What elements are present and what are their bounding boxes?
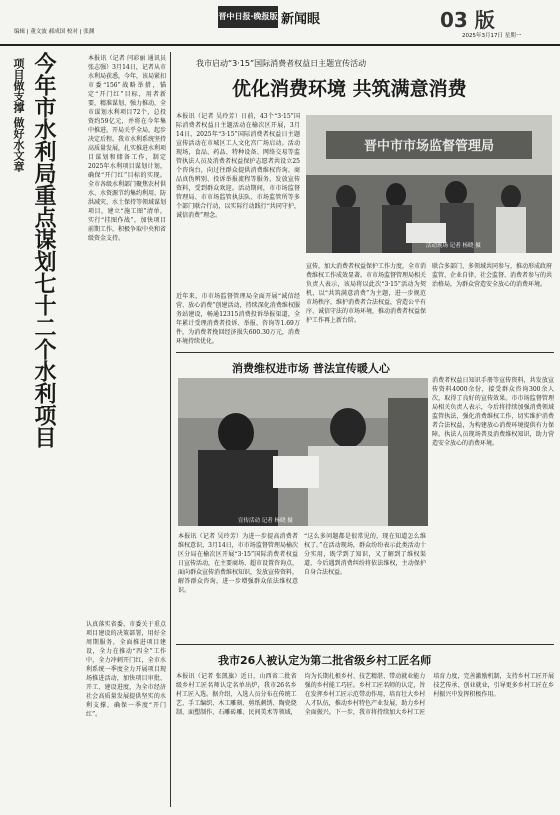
column-divider	[170, 52, 171, 807]
main-article-title: 优化消费环境 共筑满意消费	[232, 78, 467, 100]
issue-date: 2025年3月17日 星期一	[462, 33, 522, 39]
masthead-logo: 晋中日报·晚报版	[218, 6, 278, 28]
second-article-body-3: 消费者权益日知识手册等宣传资料，共发放宣传资料4000余份，接受群众咨询300余人次，取得了良好的宣传效果。市市场监督管理局相关负责人表示，今后将持续加强消费领域监管执法，强化消费维权工作，切实维护消费者合法权益，为构建放心消费环境提供有力保障。执法人员现场普及消费维权知识，助力营造安全放心的消费环境。	[432, 377, 554, 447]
consumer-rights-photo	[178, 378, 428, 526]
photo-banner-text: 晋中市市场监督管理局	[363, 139, 495, 154]
section-title: 新闻眼	[281, 12, 321, 27]
main-article-body-4: 联合多部门、多领域共同参与，推动形成政府监管、企业自律、社会监督、消费者参与的共治格局，为群众营造安全放心的消费环境。	[432, 263, 552, 288]
second-article-title: 消费维权进市场 普法宣传暖人心	[232, 362, 390, 375]
second-photo-caption: 宣传活动 记者 杨晓 摄	[238, 518, 293, 524]
section-divider-2	[176, 644, 554, 645]
main-article-kicker: 我市启动“3·15”国际消费者权益日主题宣传活动	[196, 59, 367, 68]
side-title: 项目做支撑 做好水文章	[12, 58, 25, 172]
main-article-body-3: 宣传，加大消费者权益保护工作力度，全市消费维权工作成效显著。市市场监督管理局相关负责人表示，该局将以此次“3·15”活动为契机，以“共筑满意消费”为主题，进一步规范市场秩序，维护消费者合法权益，营造公平有序、诚信守法的市场环境，推动消费者权益保护工作再上新台阶。	[306, 263, 426, 324]
editors-line: 编辑 | 董文波 郝成国 校对 | 张渊	[14, 29, 95, 35]
second-article-body-2: “这么多问题都是很常见的，现在知道怎么维权了。”在活动现场，群众纷纷表示此类活动十分实用，既学到了知识，又了解到了维权渠道，今后遇到消费纠纷将依法维权，主动保护自身合法权益。	[304, 533, 426, 576]
left-article-body-3: 认真落实省委、市委关于重点项目建设的决策部署，用好全周期服务，全面推进项目建设，全力在推动“四全”工作中，全力冲刺开门红，全市水利系统一季度全力开展项目现场推进活动，加快项目审批、开工、建设进度，为全市经济社会高质量发展提供坚实的水利支撑，确保一季度“开门红”。	[86, 621, 166, 718]
photo-caption: 活动现场 记者 杨晓 摄	[426, 243, 481, 249]
page-header	[0, 0, 560, 46]
bottom-article-body: 本报讯（记者 张凯旗）近日，山西省二批省级乡村工匠名师认定名单出炉，我市26名乡村工匠入选。据介绍，入选人员分布在传统工艺、手工编织、木工雕刻、剪纸刺绣、陶瓷烧制、面塑制作、石雕砖雕、民间美术等领域，均为长期扎根乡村、技艺精湛、带动就业能力强的乡村能工巧匠。乡村工匠名师的认定，旨在发挥乡村工匠示范带动作用，培育壮大乡村人才队伍，推动乡村特色产业发展，助力乡村全面振兴。下一步，我市将持续加大乡村工匠培育力度，完善激励机制，支持乡村工匠开展技艺传承、创业就业，引导更多乡村工匠在乡村振兴中发挥积极作用。	[176, 673, 554, 716]
bottom-article-title: 我市26人被认定为第二批省级乡村工匠名师	[218, 654, 432, 667]
left-article-body: 本报讯（记者 闫彩丽 通讯员 张志强）3月14日，记者从市水利局获悉，今年，该局紧扣市委“156”战略举措，锚定“开门红”目标，用者新要，精准谋划、强力推动，全市谋划水利项目72个，总投资约59亿元，并将在今年集中推进。开局关乎全局，起步决定后程。我市水利系统坚持高质量发展，扎实推进水利项目谋划和储备工作，制定2025年水利项目谋划计划，确保“开门红”目标的实现。全市各级水利部门聚焦农村供水、水资源节约集约利用、防洪减灾、水土保持等领域谋划项目，建立“施工图”清单，实行“挂图作战”，加快项目前期工作，积极争取中央和省级资金支持。	[88, 55, 166, 242]
left-article-title: 今年市水利局重点谋划七十二个水利项目	[31, 52, 56, 448]
main-article-body: 本报讯（记者 吴玲芳）日前，43个“3·15”国际消费者权益日主题活动在榆次区开展，3月14日，2025年“3·15”国际消费者权益日主题宣传活动在市城区工人文化宫广场启动。活动现场，食品、药品、特种设备、网络交易等监管执法人员及消费者权益保护志愿者共设立25个咨询台，向过往群众提供消费维权咨询、商品真伪辨别、投诉举报流程等服务，发放宣传资料，受到群众欢迎。活动期间，市市场监督管理局、市市场监管执法队、市场监管所等多个部门联合行动，以实际行动践行“共同守护，诚信消费”理念。	[176, 113, 300, 219]
second-article-body-1: 本报讯（记者 吴玲芳）为进一步提高消费者维权意识，3月14日，市市场监督管理局榆次区分局在榆次区开展“3·15”国际消费者权益日宣传活动，在主要商场、超市设置咨询点，面向群众宣传消费维权知识，发放宣传资料，解答群众咨询，进一步增强群众依法维权意识。	[178, 533, 298, 594]
section-divider	[176, 352, 554, 353]
event-photo	[306, 115, 552, 253]
page-number: 03 版	[440, 8, 495, 32]
main-article-body-2: 近年来，市市场监督管理局全面开展“诚信经营、放心消费”创建活动，持续深化消费维权服务站建设，畅通12315消费投诉举报渠道，全年累计受理消费者投诉、举报、咨询等1.69万件，为消费者挽回经济损失600.30万元，消费环境持续优化。	[176, 293, 300, 345]
